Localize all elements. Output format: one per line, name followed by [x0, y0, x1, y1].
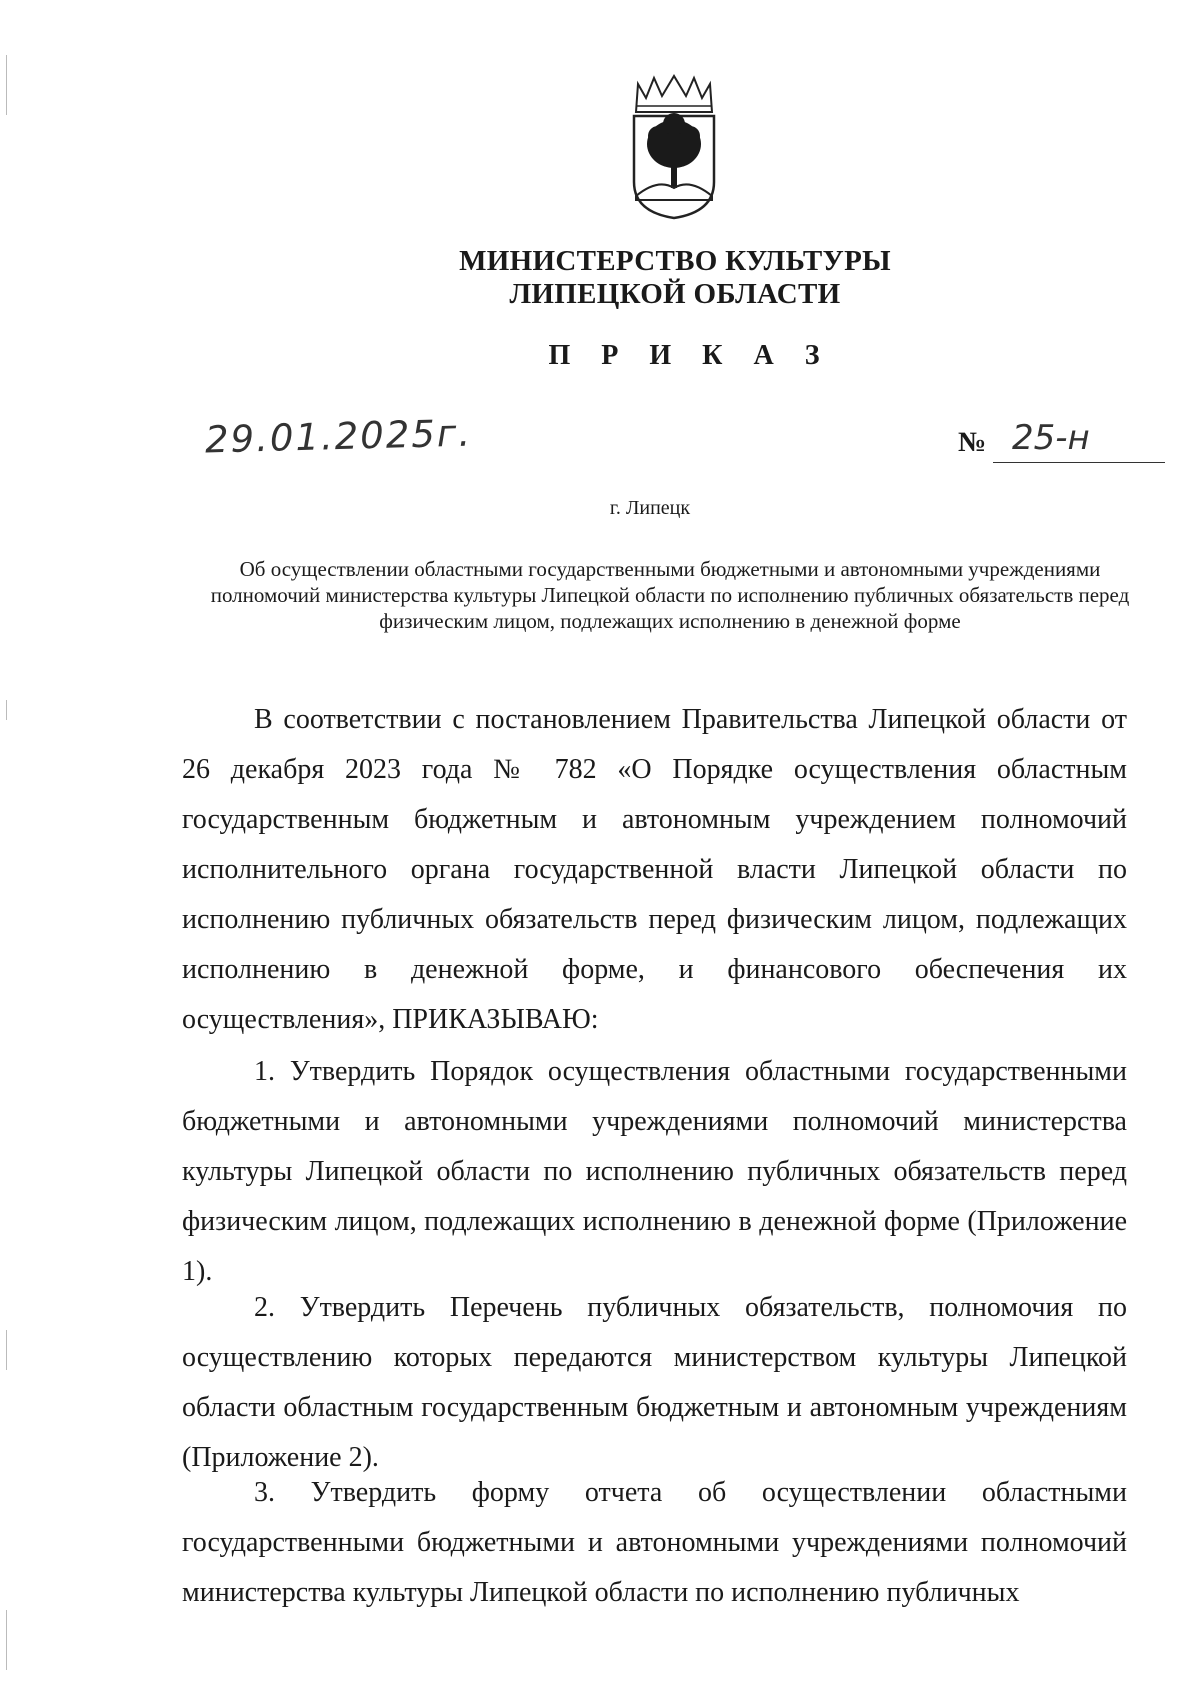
- preamble-paragraph: В соответствии с постановлением Правительства Липецкой области от 26 декабря 2023 года № 782 «О Порядке осуществления областным государственным бюджетным и автономным учреждением полномочий исполнительного органа государственной власти Липецкой области по исполнению публичных обязательств перед физическим лицом, подлежащих исполнению в денежной форме, и финансового обеспечения их осуществления», ПРИКАЗЫВАЮ:: [182, 704, 1127, 1035]
- scan-margin-mark: [6, 700, 7, 720]
- order-subject: Об осуществлении областными государственными бюджетными и автономными учреждениями полномочий министерства культуры Липецкой области по исполнению публичных обязательств перед физическим лицом, подлежащих исполнению в денежной форме: [210, 557, 1130, 633]
- coat-of-arms-icon: [628, 74, 720, 220]
- item-1-paragraph: 1. Утвердить Порядок осуществления областными государственными бюджетными и автономными учреждениями полномочий министерства культуры Липецкой области по исполнению публичных обязательств перед физическим лицом, подлежащих исполнению в денежной форме (Приложение 1).: [182, 1056, 1127, 1287]
- ministry-name-line2: ЛИПЕЦКОЙ ОБЛАСТИ: [509, 278, 841, 310]
- city-line: г. Липецк: [609, 497, 691, 519]
- handwritten-date: 29.01.2025г.: [204, 411, 473, 462]
- number-underline: [993, 462, 1165, 463]
- item-3-paragraph: 3. Утвердить форму отчета об осуществлении областными государственными бюджетными и автономными учреждениями полномочий министерства культуры Липецкой области по исполнению публичных: [182, 1477, 1127, 1608]
- handwritten-order-number: 25-н: [1012, 418, 1090, 458]
- ministry-name-line1: МИНИСТЕРСТВО КУЛЬТУРЫ: [459, 245, 891, 277]
- document-type-title: П Р И К А З: [548, 340, 832, 371]
- scan-margin-mark: [6, 1330, 7, 1370]
- item-2-paragraph: 2. Утвердить Перечень публичных обязательств, полномочия по осуществлению которых передаются министерством культуры Липецкой области областным государственным бюджетным и автономным учреждениям (Приложение 2).: [182, 1292, 1127, 1473]
- scan-margin-mark: [6, 55, 7, 115]
- number-sign: №: [958, 427, 987, 458]
- scan-margin-mark: [6, 1610, 7, 1670]
